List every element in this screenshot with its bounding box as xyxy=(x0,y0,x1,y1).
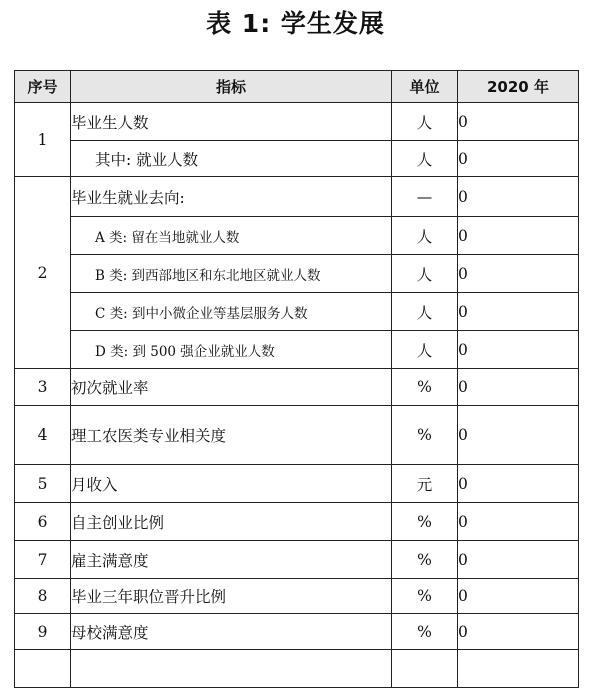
row-value: 0 xyxy=(458,465,579,503)
table-row xyxy=(15,103,579,141)
row-indicator: 毕业生就业去向: xyxy=(71,177,392,217)
row-unit: 人 xyxy=(392,141,458,177)
row-indicator: 自主创业比例 xyxy=(71,503,392,541)
row-indicator: C 类: 到中小微企业等基层服务人数 xyxy=(71,293,392,331)
table-row xyxy=(15,141,579,177)
header-year-2020: 2020 年 xyxy=(458,71,579,103)
row-indicator: 初次就业率 xyxy=(71,369,392,406)
row-unit: % xyxy=(392,406,458,465)
row-unit: 元 xyxy=(392,465,458,503)
row-value xyxy=(458,650,579,688)
row-value: 0 xyxy=(458,579,579,614)
row-seq xyxy=(15,650,71,688)
row-indicator: 雇主满意度 xyxy=(71,541,392,579)
row-unit: 人 xyxy=(392,103,458,141)
row-indicator: 母校满意度 xyxy=(71,614,392,650)
table-row xyxy=(15,331,579,369)
row-indicator: D 类: 到 500 强企业就业人数 xyxy=(71,331,392,369)
row-unit: 人 xyxy=(392,293,458,331)
row-value: 0 xyxy=(458,503,579,541)
row-value: 0 xyxy=(458,541,579,579)
row-unit: — xyxy=(392,177,458,217)
row-seq: 6 xyxy=(15,503,71,541)
table-row xyxy=(15,217,579,255)
row-seq: 8 xyxy=(15,579,71,614)
row-seq: 2 xyxy=(15,177,71,369)
row-value: 0 xyxy=(458,217,579,255)
page-title: 表 1: 学生发展 xyxy=(206,9,385,38)
row-value: 0 xyxy=(458,103,579,141)
row-value: 0 xyxy=(458,331,579,369)
row-indicator: 毕业生人数 xyxy=(71,103,392,141)
table-row xyxy=(15,614,579,650)
row-indicator: 其中: 就业人数 xyxy=(71,141,392,177)
row-unit: % xyxy=(392,503,458,541)
row-value: 0 xyxy=(458,369,579,406)
header-unit: 单位 xyxy=(392,71,458,103)
row-unit: 人 xyxy=(392,331,458,369)
row-value: 0 xyxy=(458,141,579,177)
row-value: 0 xyxy=(458,177,579,217)
row-value: 0 xyxy=(458,255,579,293)
row-indicator: 理工农医类专业相关度 xyxy=(71,406,392,465)
table-row xyxy=(15,255,579,293)
table-row xyxy=(15,177,579,217)
row-indicator xyxy=(71,650,392,688)
row-seq: 3 xyxy=(15,369,71,406)
table-row xyxy=(15,579,579,614)
row-seq: 7 xyxy=(15,541,71,579)
row-unit: 人 xyxy=(392,255,458,293)
table-row xyxy=(15,541,579,579)
table-row xyxy=(15,465,579,503)
row-indicator: A 类: 留在当地就业人数 xyxy=(71,217,392,255)
table-row xyxy=(15,503,579,541)
row-indicator: 毕业三年职位晋升比例 xyxy=(71,579,392,614)
row-unit: % xyxy=(392,579,458,614)
table-row xyxy=(15,293,579,331)
row-value: 0 xyxy=(458,406,579,465)
table-header-row xyxy=(15,71,579,103)
student-development-table xyxy=(14,70,579,688)
row-indicator: 月收入 xyxy=(71,465,392,503)
row-seq: 1 xyxy=(15,103,71,177)
table-row xyxy=(15,369,579,406)
row-seq: 9 xyxy=(15,614,71,650)
row-unit: % xyxy=(392,614,458,650)
row-unit xyxy=(392,650,458,688)
table-row-empty xyxy=(15,650,579,688)
table-row xyxy=(15,406,579,465)
row-indicator: B 类: 到西部地区和东北地区就业人数 xyxy=(71,255,392,293)
row-value: 0 xyxy=(458,614,579,650)
header-seq: 序号 xyxy=(15,71,71,103)
row-unit: % xyxy=(392,369,458,406)
row-seq: 4 xyxy=(15,406,71,465)
row-value: 0 xyxy=(458,293,579,331)
row-seq: 5 xyxy=(15,465,71,503)
row-unit: % xyxy=(392,541,458,579)
header-indicator: 指标 xyxy=(71,71,392,103)
row-unit: 人 xyxy=(392,217,458,255)
